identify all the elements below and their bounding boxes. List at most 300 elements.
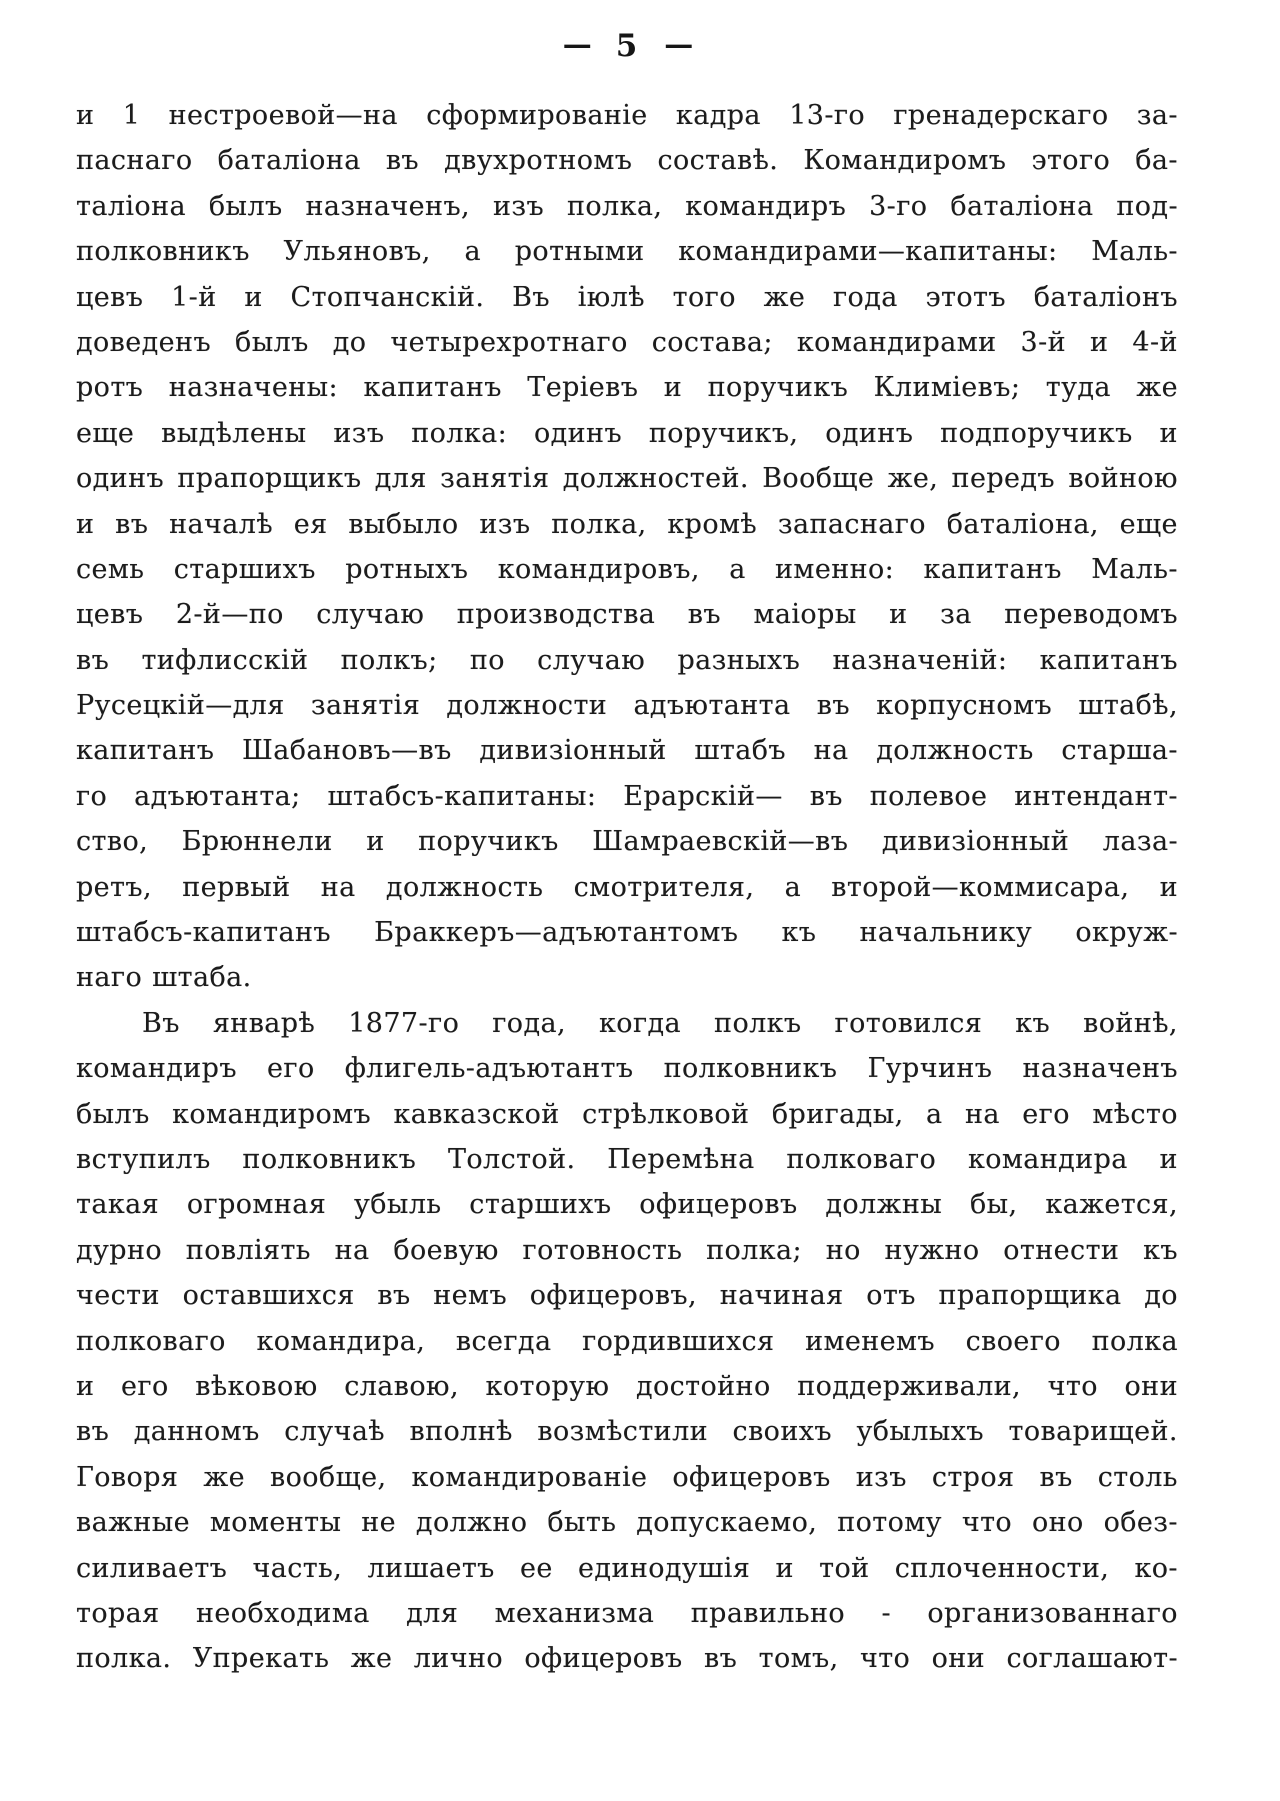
word: Толстой. (447, 1143, 576, 1175)
word: передъ (951, 463, 1055, 495)
word: полка (1091, 1325, 1178, 1357)
word: баталіона (950, 190, 1094, 222)
word: ея (293, 508, 328, 540)
word: сформированіе (426, 100, 648, 131)
word: подпоручикъ (940, 417, 1133, 449)
word: маіоры (753, 599, 857, 631)
word: цевъ (76, 599, 144, 631)
word: двухротномъ (444, 145, 633, 177)
word: полковникъ (76, 236, 250, 268)
word: ротъ (76, 372, 144, 404)
word: немъ (433, 1280, 508, 1312)
word: капитанъ (363, 372, 502, 404)
word: той (819, 1552, 870, 1584)
word: тифлисскій (141, 644, 309, 676)
word: когда (599, 1007, 682, 1039)
text-line (76, 962, 1178, 1007)
word: Брюннели (181, 826, 333, 858)
word: къ (1143, 1234, 1178, 1266)
word: оно (1031, 1507, 1084, 1539)
word: въ (385, 145, 420, 177)
word: полковникъ (242, 1143, 417, 1175)
word: возмѣстили (537, 1416, 709, 1448)
word: боевую (393, 1234, 499, 1266)
text-line (76, 1507, 1178, 1552)
word: до (1144, 1280, 1178, 1312)
word: Ерарскій— (623, 780, 783, 812)
word: его (267, 1053, 315, 1085)
word: окруж- (1075, 917, 1178, 949)
word: одинъ (825, 417, 914, 449)
word: важные (76, 1507, 190, 1539)
word: изъ (855, 1461, 907, 1493)
text-line (76, 1008, 1178, 1053)
word: же (763, 281, 806, 313)
word: изъ (479, 508, 531, 540)
word: на (813, 735, 849, 767)
word: Шамраевскій—въ (592, 826, 849, 858)
word: офицеровъ, (529, 1280, 697, 1312)
word: командирами—капитаны: (678, 236, 1058, 268)
word: и (1159, 871, 1178, 903)
text-line (76, 145, 1178, 190)
word: поддерживали, (797, 1370, 1022, 1402)
word: строя (931, 1461, 1015, 1493)
text-line (76, 327, 1178, 372)
text-line (76, 463, 1178, 508)
word: этотъ (925, 281, 1006, 313)
word: Ульяновъ, (283, 236, 431, 268)
text-line (76, 1462, 1178, 1507)
word: томъ, (758, 1643, 839, 1675)
word: войнѣ, (1083, 1007, 1178, 1039)
word: а (464, 236, 481, 268)
word: офицеровъ (672, 1461, 831, 1493)
word: выдѣлены (161, 417, 307, 449)
word: бригады, (771, 1098, 904, 1130)
page-number: 5 (615, 28, 639, 64)
word: под- (1116, 190, 1178, 222)
word: потому (837, 1507, 942, 1539)
word: должность (385, 871, 544, 903)
word: случаю (316, 599, 425, 631)
word: командира, (256, 1325, 426, 1357)
word: должности (446, 690, 608, 722)
word: семь (76, 553, 145, 585)
word: чести (76, 1280, 160, 1312)
word: сплоченности, (894, 1552, 1110, 1584)
word: бы, (969, 1189, 1018, 1221)
word: Климіевъ; (873, 372, 1021, 404)
word: на (334, 1234, 370, 1266)
word: занятія (310, 690, 421, 722)
word: силиваетъ (76, 1552, 228, 1584)
word: его (1022, 1098, 1070, 1130)
word: полковаго (786, 1143, 937, 1175)
word: своихъ (732, 1416, 832, 1448)
word: для (374, 463, 427, 495)
text-line (76, 1416, 1178, 1461)
word: назначеній: (832, 644, 1008, 676)
word: допускаемо, (636, 1507, 818, 1539)
word: полка: (411, 417, 508, 449)
word: что (859, 1643, 911, 1675)
word: командированіе (411, 1461, 648, 1493)
text-line (76, 917, 1178, 962)
word: Русецкій—для (76, 690, 285, 722)
word: одинъ (76, 463, 165, 495)
word: правильно (690, 1597, 846, 1629)
word: къ (1015, 1007, 1051, 1039)
text-line (76, 372, 1178, 417)
word: убылыхъ (856, 1416, 984, 1448)
word: до (332, 326, 367, 358)
word: въ (687, 599, 721, 631)
word: ба- (1135, 145, 1178, 177)
word: полка; (706, 1234, 802, 1266)
word: необходима (196, 1597, 370, 1629)
text-line (76, 1280, 1178, 1325)
word: Гурчинъ (867, 1053, 993, 1085)
word: 13-го (789, 100, 866, 131)
word: командиръ (76, 1053, 237, 1085)
text-line (76, 282, 1178, 327)
word: Браккеръ—адъютантомъ (374, 917, 739, 949)
word: ее (520, 1552, 553, 1584)
word: - (881, 1597, 891, 1629)
word: отъ (866, 1280, 916, 1312)
word: доведенъ (76, 326, 212, 358)
word: соглашают- (1006, 1643, 1178, 1675)
word: старша- (1061, 735, 1178, 767)
word: наго (76, 962, 143, 994)
word: всегда (455, 1325, 552, 1357)
word: для (406, 1597, 459, 1629)
word: запаснаго (777, 508, 926, 540)
word: ретъ, (76, 871, 152, 903)
word: кадра (675, 100, 761, 131)
word: въ (809, 780, 843, 812)
word: Говоря (76, 1461, 179, 1493)
word: и (1159, 1143, 1178, 1175)
word: назначены: (168, 372, 339, 404)
word: и (663, 372, 683, 404)
word: 3-го (869, 190, 928, 222)
word: составѣ. (657, 145, 779, 177)
word: 3-й (1020, 326, 1067, 358)
word: ство, (76, 826, 149, 858)
word: полка, (551, 508, 647, 540)
word: штаба. (152, 962, 252, 994)
word: дивизіонный (881, 826, 1070, 858)
word: командира (967, 1143, 1128, 1175)
word: командиръ (685, 190, 847, 222)
word: назначенъ (1022, 1053, 1178, 1085)
word: огромная (186, 1189, 327, 1221)
word: гренадерскаго (893, 100, 1109, 131)
word: прапорщикъ (177, 463, 362, 495)
header-left-dash: — (562, 27, 590, 61)
word: Въ (142, 1007, 180, 1039)
word: организованнаго (927, 1597, 1178, 1629)
word: корпусномъ (876, 690, 1053, 722)
word: на (964, 1098, 1000, 1130)
word: именно: (775, 553, 895, 585)
word: же (203, 1461, 245, 1493)
word: іюлѣ (577, 281, 645, 313)
word: флигель-адъютантъ (344, 1053, 634, 1085)
word: дурно (76, 1234, 163, 1266)
word: и (76, 1370, 95, 1402)
word: въ (704, 1643, 738, 1675)
word: въ (115, 508, 149, 540)
word: офицеровъ (524, 1643, 683, 1675)
text-line (76, 1326, 1178, 1371)
word: такая (76, 1189, 160, 1221)
word: поручикъ (418, 826, 559, 858)
word: переводомъ (1004, 599, 1178, 631)
word: въ (76, 1416, 110, 1448)
word: Шабановъ—въ (242, 735, 452, 767)
word: капитанъ (1039, 644, 1178, 676)
text-line (76, 554, 1178, 599)
word: баталіонъ (1033, 281, 1178, 313)
word: этого (1031, 145, 1111, 177)
word: моменты (209, 1507, 342, 1539)
word: отнести (1003, 1234, 1120, 1266)
word: часть, (252, 1552, 343, 1584)
text-line (76, 418, 1178, 463)
word: выбыло (348, 508, 459, 540)
word: ротными (514, 236, 645, 268)
word: славою, (344, 1370, 459, 1402)
word: штабѣ, (1078, 690, 1178, 722)
text-line (76, 509, 1178, 554)
word: стрѣлковой (582, 1098, 750, 1130)
word: кажется, (1045, 1189, 1178, 1221)
word: командирами (796, 326, 997, 358)
word: 1877-го (348, 1007, 460, 1039)
word: въ (377, 1280, 411, 1312)
word: должны (825, 1189, 943, 1221)
word: интендант- (1014, 780, 1178, 812)
word: Теріевъ (527, 372, 639, 404)
word: лично (413, 1643, 503, 1675)
word: того (672, 281, 736, 313)
page-header (76, 28, 1178, 64)
text-line (76, 1099, 1178, 1144)
word: но (825, 1234, 861, 1266)
word: дивизіонный (479, 735, 667, 767)
word: разныхъ (677, 644, 801, 676)
word: а (926, 1098, 943, 1130)
word: баталіона (217, 145, 361, 177)
word: гордившихся (582, 1325, 775, 1357)
word: четырехротнаго (390, 326, 628, 358)
word: 1-й (171, 281, 217, 313)
word: вступилъ (76, 1143, 211, 1175)
word: таліона (76, 190, 186, 222)
word: оставшихся (182, 1280, 355, 1312)
word: что (1047, 1370, 1098, 1402)
text-line (76, 1189, 1178, 1234)
word: старшихъ (469, 1189, 612, 1221)
word: нужно (884, 1234, 980, 1266)
word: капитанъ (76, 735, 215, 767)
word: поручикъ (707, 372, 849, 404)
word: и (366, 826, 385, 858)
word: ротныхъ (345, 553, 469, 585)
word: Въ (512, 281, 550, 313)
word: вполнѣ (409, 1416, 513, 1448)
word: и (76, 100, 95, 131)
word: капитанъ (923, 553, 1062, 585)
word: же (1136, 372, 1178, 404)
word: случаѣ (284, 1416, 385, 1448)
word: а (784, 871, 802, 903)
word: Командиромъ (803, 145, 1007, 177)
word: обез- (1103, 1507, 1178, 1539)
word: полковаго (76, 1325, 226, 1357)
text-line (76, 735, 1178, 780)
word: адъютанта; (134, 780, 301, 812)
word: Маль- (1091, 236, 1178, 268)
word: изъ (333, 417, 385, 449)
text-line (76, 1053, 1178, 1098)
word: производства (456, 599, 656, 631)
word: полкъ; (340, 644, 438, 676)
word: года, (492, 1007, 566, 1039)
word: полка, (566, 190, 663, 222)
word: должность (876, 735, 1034, 767)
word: лаза- (1102, 826, 1178, 858)
word: былъ (76, 1098, 150, 1130)
word: къ (781, 917, 817, 949)
word: Перемѣна (607, 1143, 755, 1175)
word: убыль (353, 1189, 442, 1221)
word: полковникъ (663, 1053, 838, 1085)
word: второй—коммисара, (831, 871, 1130, 903)
word: командиромъ (172, 1098, 372, 1130)
word: столь (1097, 1461, 1178, 1493)
word: и (76, 508, 95, 540)
word: начальнику (859, 917, 1033, 949)
word: механизма (494, 1597, 655, 1629)
word: что (961, 1507, 1013, 1539)
word: адъютанта (633, 690, 791, 722)
word: штабсъ-капитанъ (76, 917, 331, 949)
word: туда (1045, 372, 1111, 404)
word: случаю (537, 644, 646, 676)
word: должно (415, 1507, 528, 1539)
text-line (76, 826, 1178, 871)
word: торая (76, 1597, 160, 1629)
word: штабъ (694, 735, 786, 767)
word: полка. (76, 1643, 172, 1675)
text-line (76, 1553, 1178, 1598)
text-line (76, 781, 1178, 826)
word: они (931, 1643, 986, 1675)
word: Стопчанскій. (290, 281, 485, 313)
word: первый (182, 871, 291, 903)
word: началѣ (169, 508, 273, 540)
word: а (729, 553, 746, 585)
word: и (889, 599, 908, 631)
word: по (469, 644, 505, 676)
word: кавказской (393, 1098, 560, 1130)
word: и (1090, 326, 1109, 358)
text-line (76, 236, 1178, 281)
text-line (76, 1598, 1178, 1643)
text-line (76, 191, 1178, 236)
text-line (76, 100, 1178, 145)
word: на (320, 871, 356, 903)
word: готовился (834, 1007, 983, 1039)
word: штабсъ-капитаны: (327, 780, 597, 812)
word: январѣ (212, 1007, 316, 1039)
word: мѣсто (1092, 1098, 1178, 1130)
word: ко- (1134, 1552, 1178, 1584)
word: начиная (719, 1280, 844, 1312)
word: командировъ, (497, 553, 700, 585)
text-line (76, 1144, 1178, 1189)
word: товарищей. (1008, 1416, 1178, 1448)
word: должностей. (562, 463, 749, 495)
word: его (121, 1370, 169, 1402)
word: баталіона, (946, 508, 1099, 540)
word: еще (1119, 508, 1178, 540)
page-text (76, 100, 1178, 1689)
word: полевое (869, 780, 988, 812)
word: 2-й—по (175, 599, 284, 631)
word: единодушія (578, 1552, 751, 1584)
word: и (775, 1552, 794, 1584)
word: паснаго (76, 145, 193, 177)
word: занятія (440, 463, 550, 495)
word: и (244, 281, 263, 313)
word: въ (76, 644, 110, 676)
text-line (76, 645, 1178, 690)
word: въ (1039, 1461, 1073, 1493)
word: которую (485, 1370, 610, 1402)
word: прапорщика (938, 1280, 1122, 1312)
word: данномъ (133, 1416, 260, 1448)
text-line (76, 690, 1178, 735)
word: вообще, (270, 1461, 387, 1493)
word: за- (1136, 100, 1178, 131)
word: они (1124, 1370, 1178, 1402)
word: своего (965, 1325, 1061, 1357)
word: назначенъ, (305, 190, 471, 222)
word: достойно (635, 1370, 771, 1402)
word: же (350, 1643, 393, 1675)
word: повліять (185, 1234, 311, 1266)
word: го (76, 780, 108, 812)
word: года (833, 281, 898, 313)
word: кромѣ (667, 508, 758, 540)
text-line (76, 1371, 1178, 1416)
word: вѣковою (195, 1370, 318, 1402)
text-line (76, 599, 1178, 644)
text-line (76, 872, 1178, 917)
word: смотрителя, (573, 871, 755, 903)
word: именемъ (805, 1325, 935, 1357)
word: состава; (651, 326, 773, 358)
header-right-dash: — (664, 27, 692, 61)
word: 1 (122, 100, 141, 131)
word: же, (887, 463, 939, 495)
word: лишаетъ (367, 1552, 495, 1584)
